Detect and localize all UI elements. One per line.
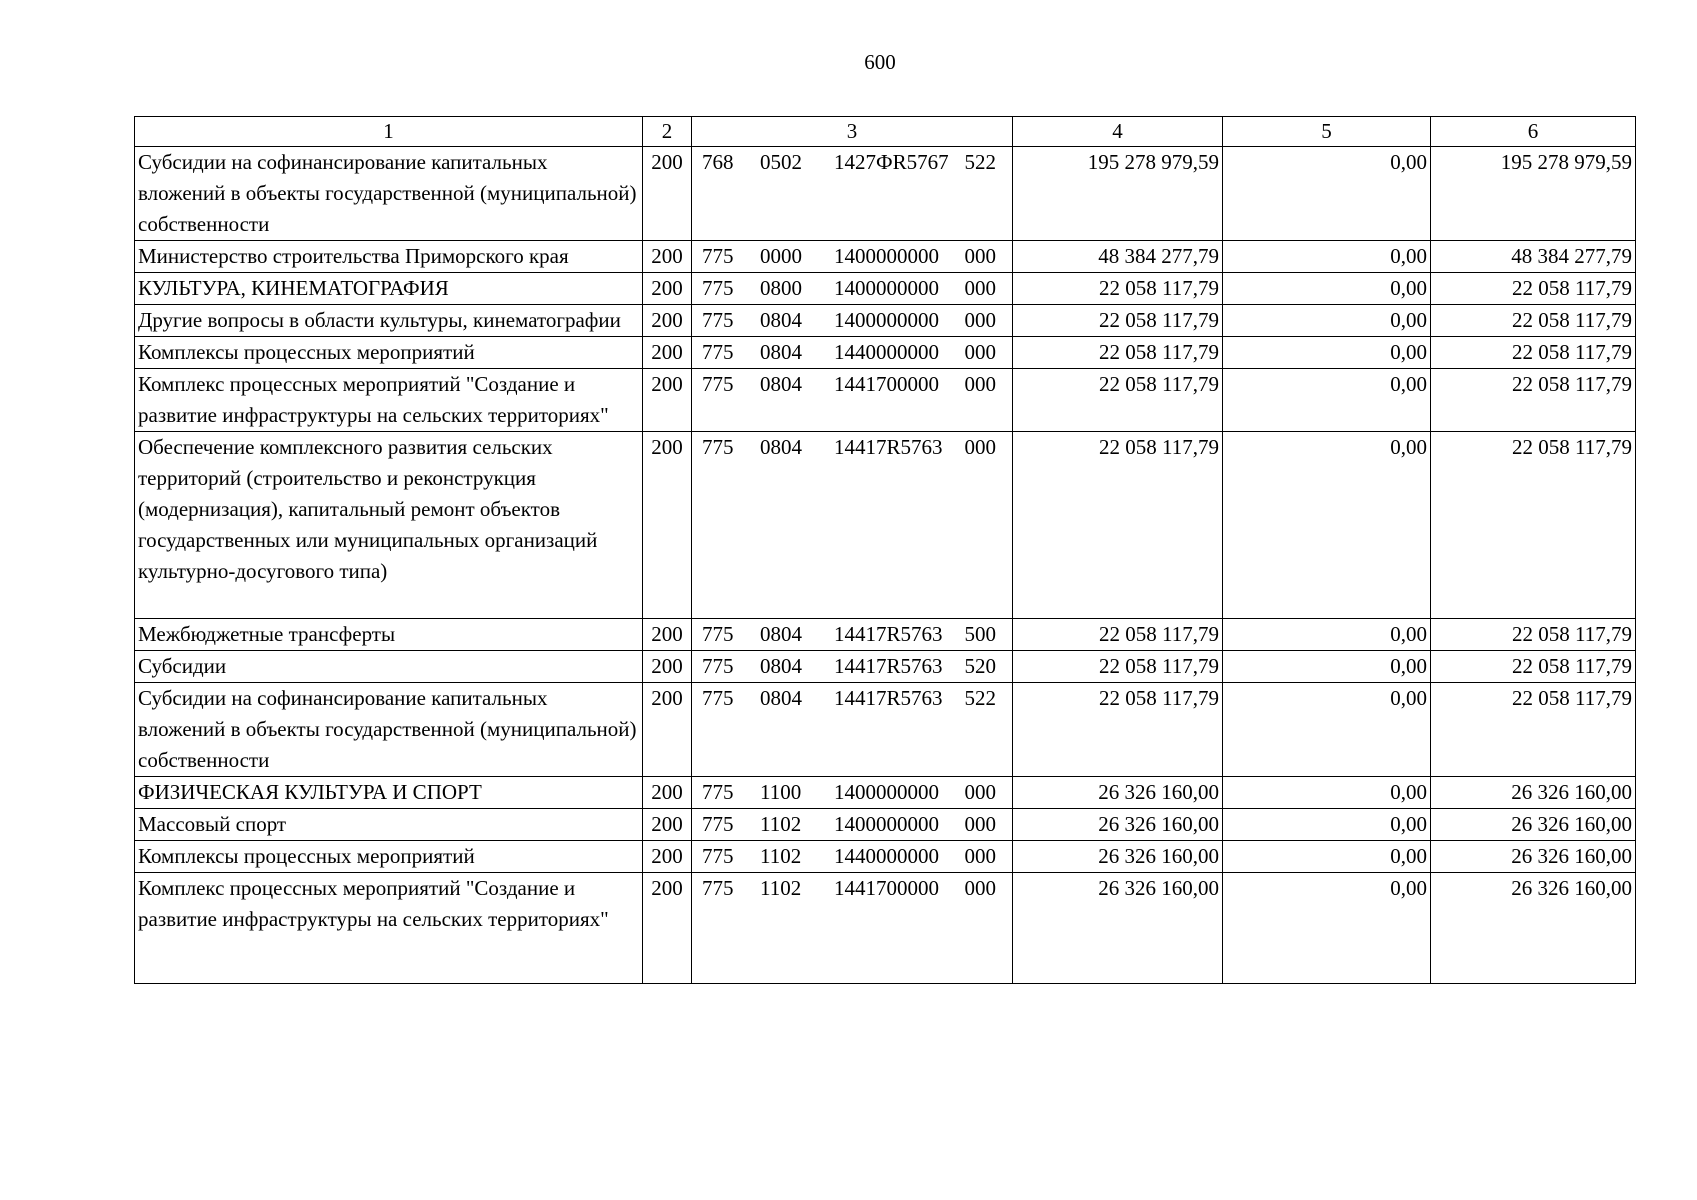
- code-section: 0804: [760, 686, 802, 710]
- table-row: [135, 651, 1636, 683]
- row-code-3: [692, 809, 1013, 841]
- row-code-2: 200: [643, 841, 692, 873]
- code-expense-type: 522: [964, 686, 996, 710]
- code-target: 14417R5763: [834, 654, 943, 678]
- row-code-2: 200: [643, 809, 692, 841]
- row-value-4: 22 058 117,79: [1013, 432, 1223, 619]
- row-code-3: [692, 651, 1013, 683]
- row-name: Комплекс процессных мероприятий "Создание и развитие инфраструктуры на сельских территориях": [135, 369, 643, 432]
- row-value-5: 0,00: [1223, 241, 1431, 273]
- code-expense-type: 000: [964, 435, 996, 459]
- row-code-2: 200: [643, 777, 692, 809]
- code-section: 0804: [760, 372, 802, 396]
- row-code-3: [692, 841, 1013, 873]
- row-name: Другие вопросы в области культуры, кинематографии: [135, 305, 643, 337]
- row-value-4: 22 058 117,79: [1013, 305, 1223, 337]
- row-value-4: 22 058 117,79: [1013, 619, 1223, 651]
- row-value-5: 0,00: [1223, 809, 1431, 841]
- row-name: Субсидии на софинансирование капитальных вложений в объекты государственной (муниципальной) собственности: [135, 683, 643, 777]
- code-section: 0804: [760, 340, 802, 364]
- row-name-text: Комплекс процессных мероприятий "Создание и развитие инфраструктуры на сельских территориях": [138, 876, 609, 931]
- row-code-2: 200: [643, 651, 692, 683]
- row-code-2: 200: [643, 305, 692, 337]
- row-value-5: 0,00: [1223, 305, 1431, 337]
- code-section: 0800: [760, 276, 802, 300]
- row-name: Массовый спорт: [135, 809, 643, 841]
- code-expense-type: 520: [964, 654, 996, 678]
- row-code-3: [692, 273, 1013, 305]
- table-row: [135, 337, 1636, 369]
- table-row: [135, 873, 1636, 984]
- code-ved: 775: [702, 340, 734, 364]
- row-value-6: 22 058 117,79: [1431, 651, 1636, 683]
- row-code-3: [692, 147, 1013, 241]
- code-section: 1100: [760, 780, 802, 804]
- row-name: [135, 873, 643, 984]
- code-target: 1400000000: [834, 780, 939, 804]
- code-section: 0804: [760, 654, 802, 678]
- code-target: 1440000000: [834, 844, 939, 868]
- code-expense-type: 000: [964, 372, 996, 396]
- code-target: 14417R5763: [834, 686, 943, 710]
- table-row: [135, 777, 1636, 809]
- code-expense-type: 500: [964, 622, 996, 646]
- code-target: 1400000000: [834, 276, 939, 300]
- row-value-5: 0,00: [1223, 147, 1431, 241]
- row-value-4: 195 278 979,59: [1013, 147, 1223, 241]
- code-ved: 775: [702, 812, 734, 836]
- row-code-2: 200: [643, 619, 692, 651]
- row-value-6: 22 058 117,79: [1431, 305, 1636, 337]
- code-ved: 775: [702, 244, 734, 268]
- row-code-3: [692, 683, 1013, 777]
- row-value-4: 26 326 160,00: [1013, 809, 1223, 841]
- code-target: 1441700000: [834, 372, 939, 396]
- table-row: [135, 273, 1636, 305]
- row-name: [135, 432, 643, 619]
- row-name: Межбюджетные трансферты: [135, 619, 643, 651]
- row-value-5: 0,00: [1223, 273, 1431, 305]
- table-row: [135, 619, 1636, 651]
- row-value-6: 22 058 117,79: [1431, 369, 1636, 432]
- code-section: 0804: [760, 622, 802, 646]
- row-code-2: 200: [643, 147, 692, 241]
- table-row: [135, 241, 1636, 273]
- header-cell: 4: [1013, 117, 1223, 147]
- code-target: 1440000000: [834, 340, 939, 364]
- row-value-5: 0,00: [1223, 619, 1431, 651]
- row-code-3: [692, 337, 1013, 369]
- code-target: 14417R5763: [834, 622, 943, 646]
- row-value-6: 22 058 117,79: [1431, 619, 1636, 651]
- code-ved: 775: [702, 276, 734, 300]
- code-section: 1102: [760, 812, 802, 836]
- page-number: 600: [864, 50, 896, 74]
- row-value-5: 0,00: [1223, 683, 1431, 777]
- table-row: [135, 841, 1636, 873]
- code-section: 1102: [760, 876, 802, 900]
- row-value-6: 26 326 160,00: [1431, 809, 1636, 841]
- row-value-5: 0,00: [1223, 777, 1431, 809]
- code-ved: 775: [702, 686, 734, 710]
- table-row: [135, 809, 1636, 841]
- code-expense-type: 000: [964, 780, 996, 804]
- header-cell: 2: [643, 117, 692, 147]
- row-value-6: 22 058 117,79: [1431, 432, 1636, 619]
- code-ved: 775: [702, 622, 734, 646]
- header-cell: 1: [135, 117, 643, 147]
- row-value-5: 0,00: [1223, 432, 1431, 619]
- code-expense-type: 000: [964, 276, 996, 300]
- header-cell: 5: [1223, 117, 1431, 147]
- code-target: 14417R5763: [834, 435, 943, 459]
- row-code-2: 200: [643, 273, 692, 305]
- code-expense-type: 000: [964, 844, 996, 868]
- row-code-2: 200: [643, 683, 692, 777]
- row-value-6: 26 326 160,00: [1431, 841, 1636, 873]
- code-target: 1427ФR5767: [834, 150, 949, 174]
- row-code-3: [692, 619, 1013, 651]
- code-ved: 775: [702, 780, 734, 804]
- row-value-6: 22 058 117,79: [1431, 337, 1636, 369]
- row-value-6: 22 058 117,79: [1431, 683, 1636, 777]
- row-code-2: 200: [643, 432, 692, 619]
- row-name: Субсидии: [135, 651, 643, 683]
- code-target: 1400000000: [834, 308, 939, 332]
- row-name: КУЛЬТУРА, КИНЕМАТОГРАФИЯ: [135, 273, 643, 305]
- header-cell: 3: [692, 117, 1013, 147]
- row-value-4: 26 326 160,00: [1013, 777, 1223, 809]
- row-value-6: 48 384 277,79: [1431, 241, 1636, 273]
- row-code-3: [692, 241, 1013, 273]
- table-row: [135, 432, 1636, 619]
- row-value-5: 0,00: [1223, 651, 1431, 683]
- table-row: [135, 683, 1636, 777]
- table-row: [135, 147, 1636, 241]
- code-expense-type: 000: [964, 876, 996, 900]
- row-name: Субсидии на софинансирование капитальных вложений в объекты государственной (муниципальной) собственности: [135, 147, 643, 241]
- row-value-5: 0,00: [1223, 873, 1431, 984]
- row-value-4: 22 058 117,79: [1013, 369, 1223, 432]
- code-ved: 775: [702, 372, 734, 396]
- header-cell: 6: [1431, 117, 1636, 147]
- code-expense-type: 522: [964, 150, 996, 174]
- code-expense-type: 000: [964, 340, 996, 364]
- code-expense-type: 000: [964, 308, 996, 332]
- row-value-4: 26 326 160,00: [1013, 873, 1223, 984]
- row-name: Комплексы процессных мероприятий: [135, 337, 643, 369]
- row-code-2: 200: [643, 241, 692, 273]
- row-code-3: [692, 432, 1013, 619]
- row-name: Комплексы процессных мероприятий: [135, 841, 643, 873]
- code-section: 0804: [760, 308, 802, 332]
- code-expense-type: 000: [964, 812, 996, 836]
- row-value-5: 0,00: [1223, 369, 1431, 432]
- code-ved: 775: [702, 844, 734, 868]
- code-ved: 775: [702, 435, 734, 459]
- row-code-3: [692, 305, 1013, 337]
- table-row: [135, 305, 1636, 337]
- row-value-4: 22 058 117,79: [1013, 683, 1223, 777]
- code-target: 1400000000: [834, 812, 939, 836]
- row-value-5: 0,00: [1223, 337, 1431, 369]
- row-value-4: 22 058 117,79: [1013, 273, 1223, 305]
- row-code-3: [692, 369, 1013, 432]
- row-value-6: 26 326 160,00: [1431, 873, 1636, 984]
- code-section: 0804: [760, 435, 802, 459]
- code-section: 1102: [760, 844, 802, 868]
- row-value-6: 26 326 160,00: [1431, 777, 1636, 809]
- row-value-4: 22 058 117,79: [1013, 651, 1223, 683]
- row-value-5: 0,00: [1223, 841, 1431, 873]
- code-expense-type: 000: [964, 244, 996, 268]
- code-section: 0502: [760, 150, 802, 174]
- code-target: 1441700000: [834, 876, 939, 900]
- code-target: 1400000000: [834, 244, 939, 268]
- row-value-4: 26 326 160,00: [1013, 841, 1223, 873]
- table-row: [135, 369, 1636, 432]
- code-section: 0000: [760, 244, 802, 268]
- budget-table: [134, 116, 1636, 984]
- code-ved: 775: [702, 308, 734, 332]
- row-code-3: [692, 873, 1013, 984]
- row-code-2: 200: [643, 873, 692, 984]
- header-row: [135, 117, 1636, 147]
- row-value-4: 48 384 277,79: [1013, 241, 1223, 273]
- row-name-text: Обеспечение комплексного развития сельских территорий (строительство и реконструкция (модернизация), капитальный ремонт объектов государственных или муниципальных организаций культурно-досугового типа): [138, 435, 598, 583]
- row-code-2: 200: [643, 337, 692, 369]
- row-name: ФИЗИЧЕСКАЯ КУЛЬТУРА И СПОРТ: [135, 777, 643, 809]
- code-ved: 775: [702, 876, 734, 900]
- row-name: Министерство строительства Приморского края: [135, 241, 643, 273]
- row-code-2: 200: [643, 369, 692, 432]
- code-ved: 768: [702, 150, 734, 174]
- code-ved: 775: [702, 654, 734, 678]
- row-code-3: [692, 777, 1013, 809]
- row-value-4: 22 058 117,79: [1013, 337, 1223, 369]
- row-value-6: 195 278 979,59: [1431, 147, 1636, 241]
- row-value-6: 22 058 117,79: [1431, 273, 1636, 305]
